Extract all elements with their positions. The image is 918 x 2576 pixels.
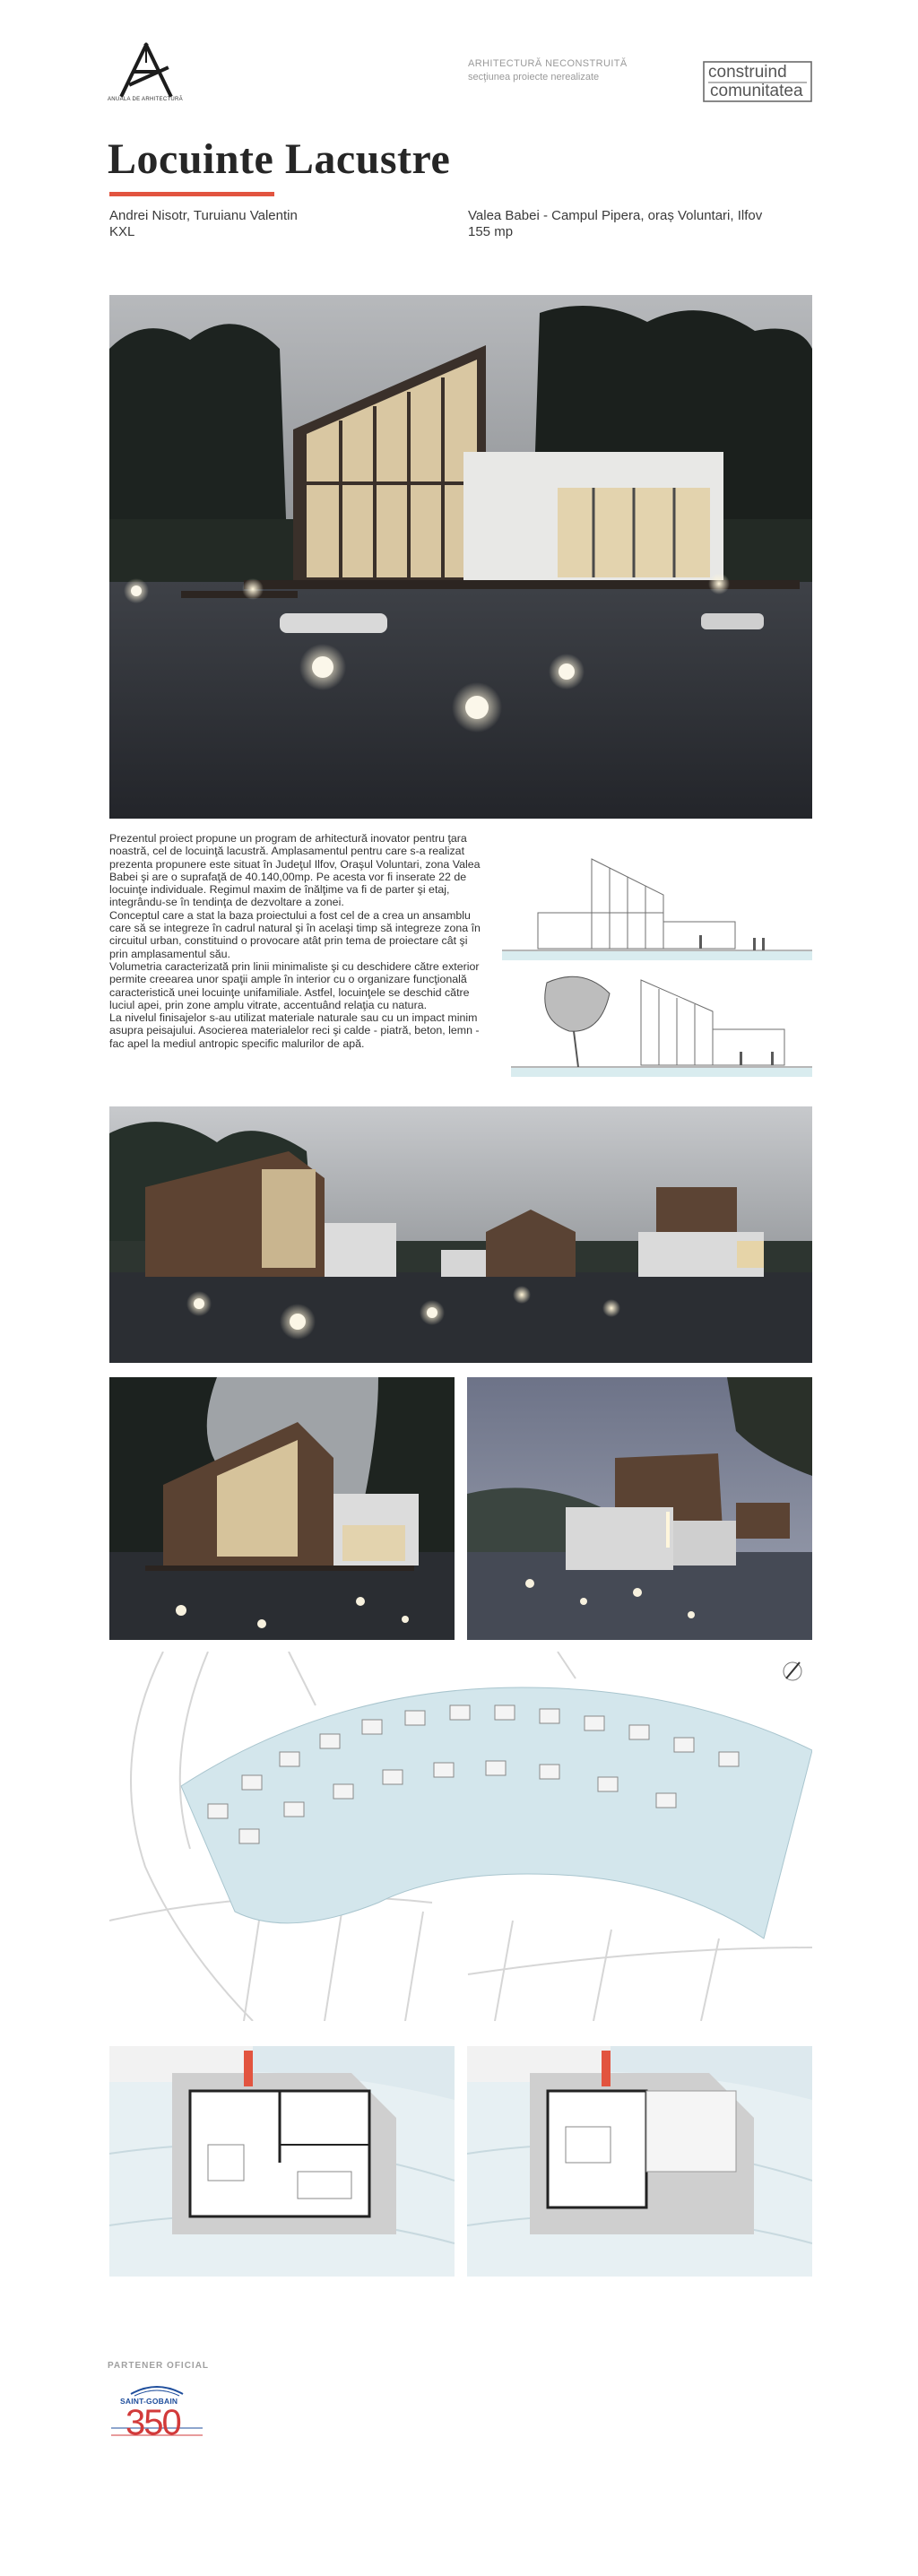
construind-comunitatea-logo [703, 61, 812, 102]
authors: Andrei Nisotr, Turuianu Valentin [109, 208, 298, 223]
section-drawings-image [484, 832, 812, 1096]
section-subcategory: secţiunea proiecte nerealizate [468, 72, 600, 82]
partner-anniversary-number: 350 [126, 2403, 180, 2442]
house-render-dusk-image [109, 1377, 455, 1640]
house-render-evening [467, 1377, 812, 1640]
site-plan [109, 1652, 812, 2021]
authors-block [109, 208, 298, 240]
partner-name: SAINT-GOBAIN [120, 2397, 178, 2406]
office: KXL [109, 224, 135, 239]
title-underline [109, 192, 274, 196]
cc-logo-text-bottom: comunitatea [710, 82, 803, 100]
project-title: Locuinte Lacustre [108, 135, 451, 183]
description-paragraph: Volumetria caracterizată prin linii minimaliste şi cu deschidere către exterior permite creearea unor spaţii ample în interior cu o organizare funcţională caracteristică unei locuinţe unifamiliale. Astfel, locuinţele se deschid către luciul apei, prin zone amplu vitrate, accentuând relaţia cu natura. [109, 959, 480, 1011]
house-render-dusk [109, 1377, 455, 1640]
ground-floor-plan-image [109, 2046, 455, 2277]
project-description [109, 832, 481, 1050]
hero-render-image [109, 295, 812, 819]
description-paragraph: La nivelul finisajelor s-au utilizat materiale naturale sau cu un impact minim asupra peisajului. Asocierea materialelor reci şi calde - piatră, beton, lemn - fac apel la mediul antropic specific malurilor de apă. [109, 1011, 480, 1050]
site-plan-image [109, 1652, 812, 2021]
ensemble-render [109, 1106, 812, 1363]
house-render-evening-image [467, 1377, 812, 1640]
logo-caption: ANUALA DE ARHITECTURĂ [108, 97, 183, 102]
ensemble-render-image [109, 1106, 812, 1363]
upper-floor-plan [467, 2046, 812, 2277]
description-paragraph: Conceptul care a stat la baza proiectului a fost cel de a crea un ansamblu care să se integreze în cadrul natural şi în acelaşi timp să integreze zona în circuitul urban, constituind o provocare atât prin tema de proiectare cât şi prin amplasamentul său. [109, 908, 481, 960]
location-block [468, 208, 762, 240]
hero-render [109, 295, 812, 819]
partner-label: PARTENER OFICIAL [108, 2361, 210, 2371]
ground-floor-plan [109, 2046, 455, 2277]
section-label [468, 57, 628, 84]
cc-logo-text-top: construind [708, 63, 787, 82]
upper-floor-plan-image [467, 2046, 812, 2277]
area: 155 mp [468, 224, 514, 239]
location: Valea Babei - Campul Pipera, oraș Voluntari, Ilfov [468, 208, 763, 223]
description-paragraph: Prezentul proiect propune un program de arhitectură inovator pentru ţara noastră, cel de locuinţă lacustră. Amplasamentul pentru care s-a realizat prezenta propunere este situat în Judeţul Ilfov, Oraşul Voluntari, zona Valea Babei şi are o suprafaţă de 40.140,00mp. Pe acesta vor fi inserate 22 de locuinţe individuale. Regimul maxim de înălţime va fi de parter şi etaj, integrându-se în tendinţa de dezvoltare a zonei. [109, 832, 481, 909]
section-drawings [484, 832, 812, 1096]
section-category: ARHITECTURĂ NECONSTRUITĂ [468, 58, 628, 69]
